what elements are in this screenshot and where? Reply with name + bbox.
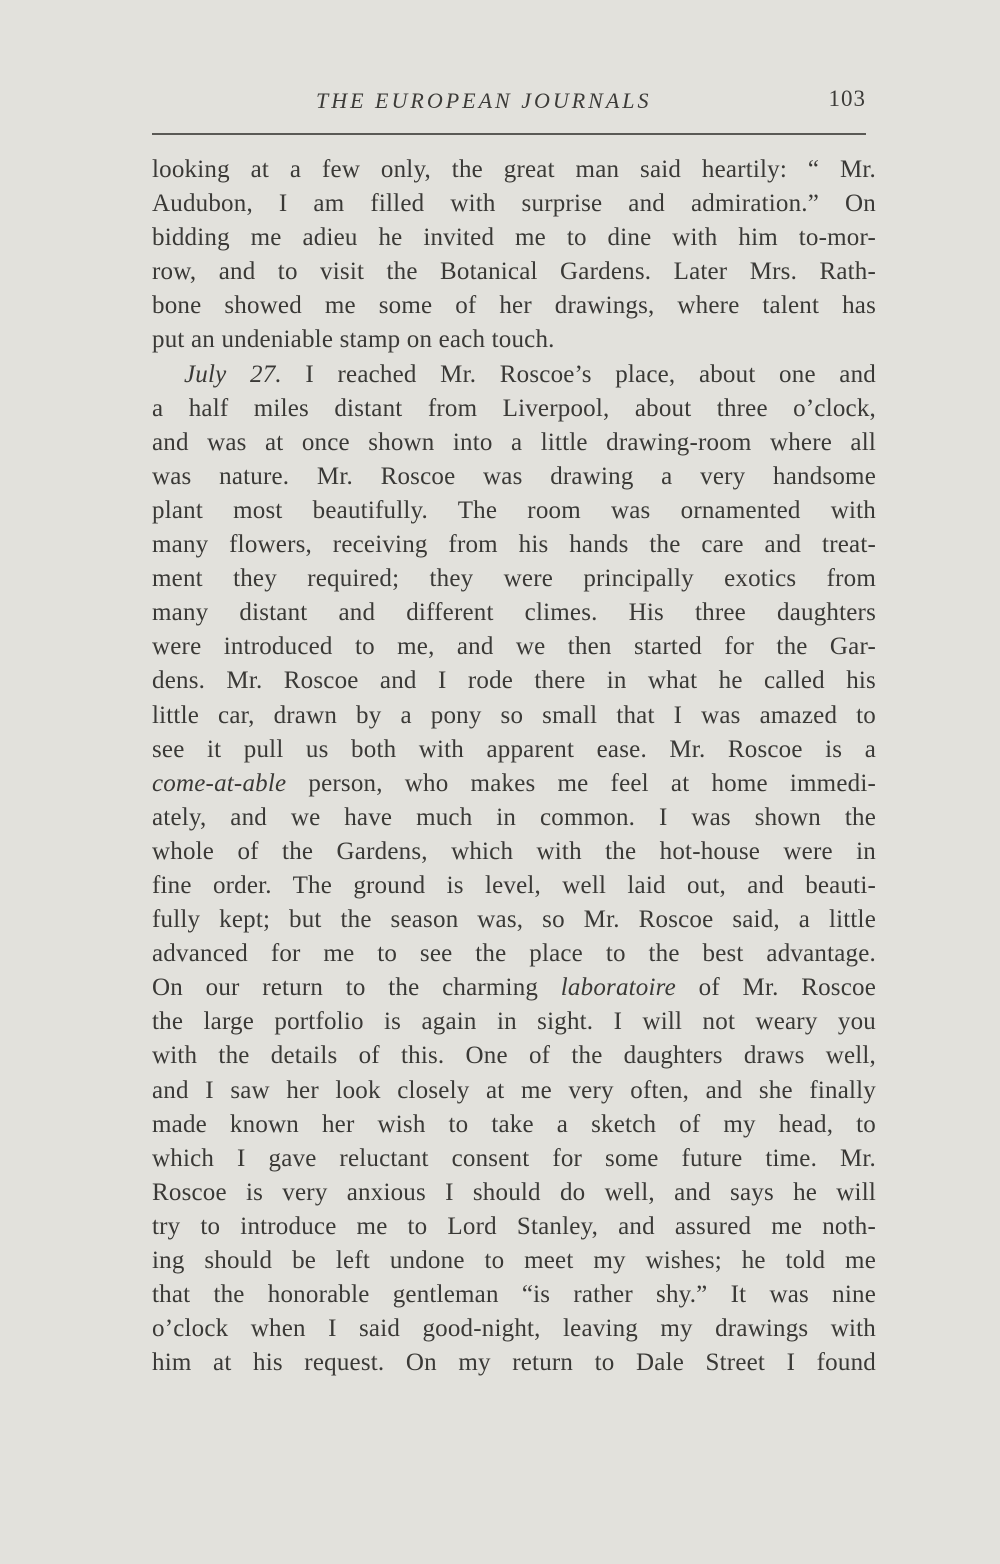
line-text: whole of the Gardens, which with the hot-house were in [152,837,876,865]
text-line [152,460,876,494]
line-text: with the details of this. One of the daughters draws well, [152,1042,876,1070]
line-text: I reached Mr. Roscoe’s place, about one and [281,360,876,388]
line-text: and I saw her look closely at me very often, and she finally [152,1076,876,1104]
line-text: that the honorable gentleman “is rather shy.” It was nine [152,1281,876,1309]
line-text: On our return to the charming [152,974,561,1002]
text-line [152,664,876,698]
line-text: advanced for me to see the place to the best advantage. [152,940,876,968]
line-text: were introduced to me, and we then started for the Gar- [152,633,876,661]
italic-phrase: come-at-able [152,769,287,797]
text-line [152,869,876,903]
line-text: put an undeniable stamp on each touch. [152,326,555,354]
line-text: of Mr. Roscoe [675,974,877,1002]
text-line [152,801,876,835]
line-text: fine order. The ground is level, well laid out, and beauti- [152,871,876,899]
line-text: Audubon, I am filled with surprise and admiration.” On [152,190,876,218]
line-text: bone showed me some of her drawings, where talent has [152,292,876,320]
text-line [152,1210,876,1244]
italic-phrase: laboratoire [560,974,676,1002]
text-line [152,1142,876,1176]
line-text: person, who makes me feel at home immedi- [286,769,876,797]
text-line [152,221,876,255]
text-line [152,835,876,869]
line-text: dens. Mr. Roscoe and I rode there in what he called his [152,667,876,695]
line-text: many flowers, receiving from his hands the care and treat- [152,531,876,559]
text-line [152,1176,876,1210]
text-line [152,937,876,971]
text-line [152,971,876,1005]
line-text: a half miles distant from Liverpool, about three o’clock, [152,394,876,422]
text-line [152,494,876,528]
page-number: 103 [828,86,866,111]
line-text: looking at a few only, the great man said heartily: “ Mr. [152,156,876,183]
line-text: row, and to visit the Botanical Gardens. Later Mrs. Rath- [152,258,876,286]
text-line [152,630,876,664]
text-line [152,562,876,596]
text-line [152,767,876,801]
text-line [152,1278,876,1312]
text-line [152,596,876,630]
text-line [152,528,876,562]
text-line [152,699,876,733]
text-line [152,1346,876,1380]
text-line [152,733,876,767]
text-line [152,1039,876,1073]
line-text: try to introduce me to Lord Stanley, and assured me noth- [152,1212,876,1240]
text-line [152,323,876,357]
text-line [152,903,876,937]
running-head [150,84,870,124]
line-text: which I gave reluctant consent for some future time. Mr. [152,1144,876,1172]
text-line [152,426,876,460]
line-text: bidding me adieu he invited me to dine with him to-mor- [152,224,876,252]
text-line [152,1005,876,1039]
line-text: made known her wish to take a sketch of my head, to [152,1110,876,1138]
line-text: see it pull us both with apparent ease. Mr. Roscoe is a [152,735,876,763]
line-text: plant most beautifully. The room was ornamented with [152,496,876,524]
line-text: and was at once shown into a little drawing-room where all [152,428,876,456]
line-text: the large portfolio is again in sight. I will not weary you [152,1008,876,1036]
line-text: him at his request. On my return to Dale Street I found [152,1349,876,1377]
text-line [152,187,876,221]
text-line [152,392,876,426]
line-text: Roscoe is very anxious I should do well, and says he will [152,1178,876,1206]
line-text: ately, and we have much in common. I was shown the [152,803,876,831]
line-text: ment they required; they were principally exotics from [152,565,876,593]
body-text [152,153,876,1380]
text-line [152,153,876,187]
text-line [152,289,876,323]
line-text: ing should be left undone to meet my wishes; he told me [152,1247,876,1274]
text-line [152,255,876,289]
text-line [152,358,876,392]
entry-date: July 27. [184,360,282,388]
line-text: was nature. Mr. Roscoe was drawing a very handsome [152,462,876,490]
running-head-title: THE EUROPEAN JOURNALS [316,88,652,113]
line-text: fully kept; but the season was, so Mr. Roscoe said, a little [152,906,876,934]
line-text: little car, drawn by a pony so small that I was amazed to [152,701,876,729]
header-rule [152,133,866,135]
text-line [152,1074,876,1108]
line-text: many distant and different climes. His three daughters [152,599,876,627]
text-line [152,1244,876,1278]
text-line [152,1108,876,1142]
text-line [152,1312,876,1346]
line-text: o’clock when I said good-night, leaving my drawings with [152,1315,876,1343]
